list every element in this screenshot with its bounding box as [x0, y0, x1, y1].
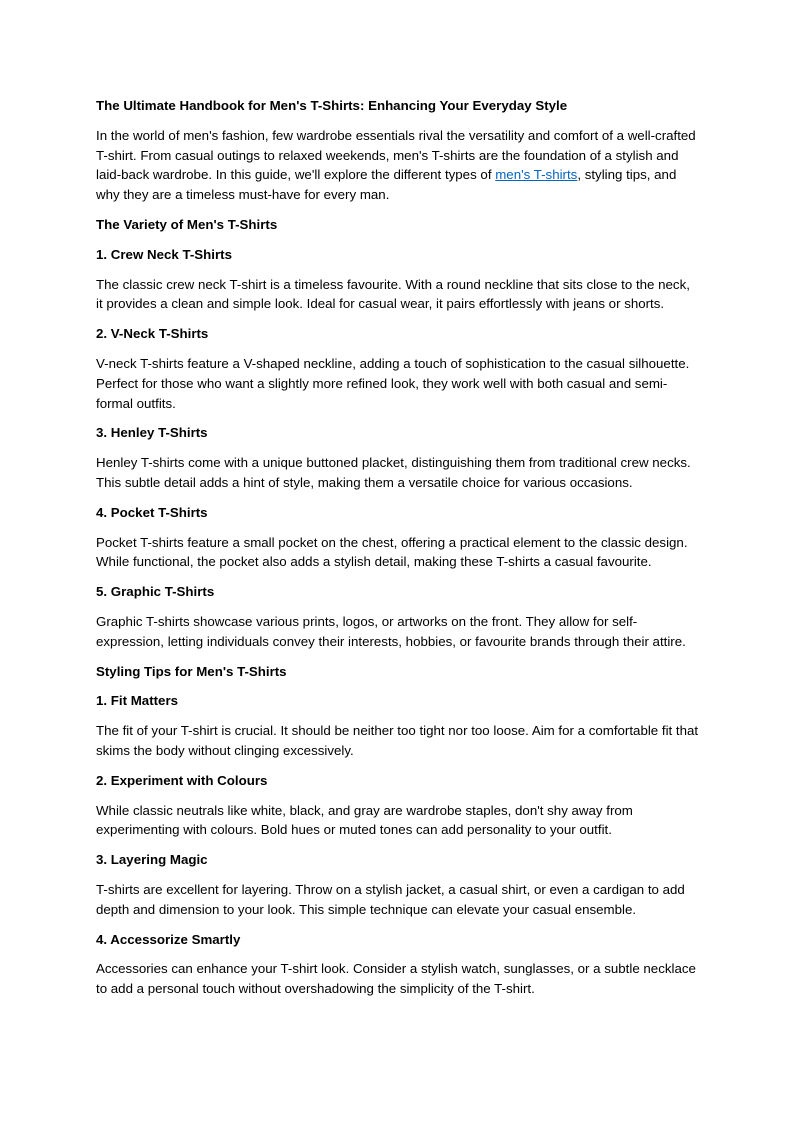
variety-item-body: The classic crew neck T-shirt is a timeless favourite. With a round neckline that sits close to the neck, it provides a clean and simple look. Ideal for casual wear, it pairs effortlessly with jeans or shorts.	[96, 276, 690, 312]
intro-text-after-link: , styling tips, and why they are a timeless must-have for every man.	[96, 167, 677, 203]
variety-item-body: Graphic T-shirts showcase various prints, logos, or artworks on the front. They allow for self-expression, letting individuals convey their interests, hobbies, or favourite brands through their attire.	[96, 613, 686, 649]
variety-item-heading: 1. Crew Neck T-Shirts	[96, 246, 232, 262]
styling-section-heading: Styling Tips for Men's T-Shirts	[96, 663, 287, 679]
variety-item-body: V-neck T-shirts feature a V-shaped neckline, adding a touch of sophistication to the casual silhouette. Perfect for those who want a slightly more refined look, they work well with both casual and semi-formal outfits.	[96, 355, 690, 411]
styling-item-body: Accessories can enhance your T-shirt look. Consider a stylish watch, sunglasses, or a subtle necklace to add a personal touch without overshadowing the simplicity of the T-shirt.	[96, 961, 696, 997]
styling-item-body: While classic neutrals like white, black, and gray are wardrobe staples, don't shy away from experimenting with colours. Bold hues or muted tones can add personality to your outfit.	[96, 802, 633, 838]
intro-text-before-link: In the world of men's fashion, few wardrobe essentials rival the versatility and comfort of a well-crafted T-shirt. From casual outings to relaxed weekends, men's T-shirts are the foundation of a stylish and laid-back wardrobe. In this guide, we'll explore the different types of	[96, 127, 696, 183]
styling-item-heading: 3. Layering Magic	[96, 852, 208, 868]
styling-item-body: T-shirts are excellent for layering. Throw on a stylish jacket, a casual shirt, or even a cardigan to add depth and dimension to your look. This simple technique can elevate your casual ensemble.	[96, 881, 685, 917]
variety-item-body: Henley T-shirts come with a unique buttoned placket, distinguishing them from traditional crew necks. This subtle detail adds a hint of style, making them a versatile choice for various occasions.	[96, 455, 691, 490]
variety-item-heading: 2. V-Neck T-Shirts	[96, 326, 209, 342]
document-page	[96, 96, 700, 1009]
intro-paragraph	[96, 126, 700, 205]
styling-item-heading: 1. Fit Matters	[96, 693, 179, 709]
variety-item-heading: 4. Pocket T-Shirts	[96, 504, 208, 520]
document-title: The Ultimate Handbook for Men's T-Shirts: Enhancing Your Everyday Style	[96, 98, 568, 113]
variety-item-body: Pocket T-shirts feature a small pocket on the chest, offering a practical element to the classic design. While functional, the pocket also adds a stylish detail, making these T-shirts a casual favourite.	[96, 534, 688, 570]
styling-item-heading: 2. Experiment with Colours	[96, 772, 268, 788]
variety-item-heading: 5. Graphic T-Shirts	[96, 584, 215, 600]
styling-item-body: The fit of your T-shirt is crucial. It should be neither too tight nor too loose. Aim for a comfortable fit that skims the body without clinging excessively.	[96, 723, 699, 758]
styling-item-heading: 4. Accessorize Smartly	[96, 931, 241, 947]
variety-section-heading: The Variety of Men's T-Shirts	[96, 216, 278, 232]
variety-item-heading: 3. Henley T-Shirts	[96, 425, 208, 441]
mens-tshirts-link[interactable]: men's T-shirts	[495, 167, 578, 183]
